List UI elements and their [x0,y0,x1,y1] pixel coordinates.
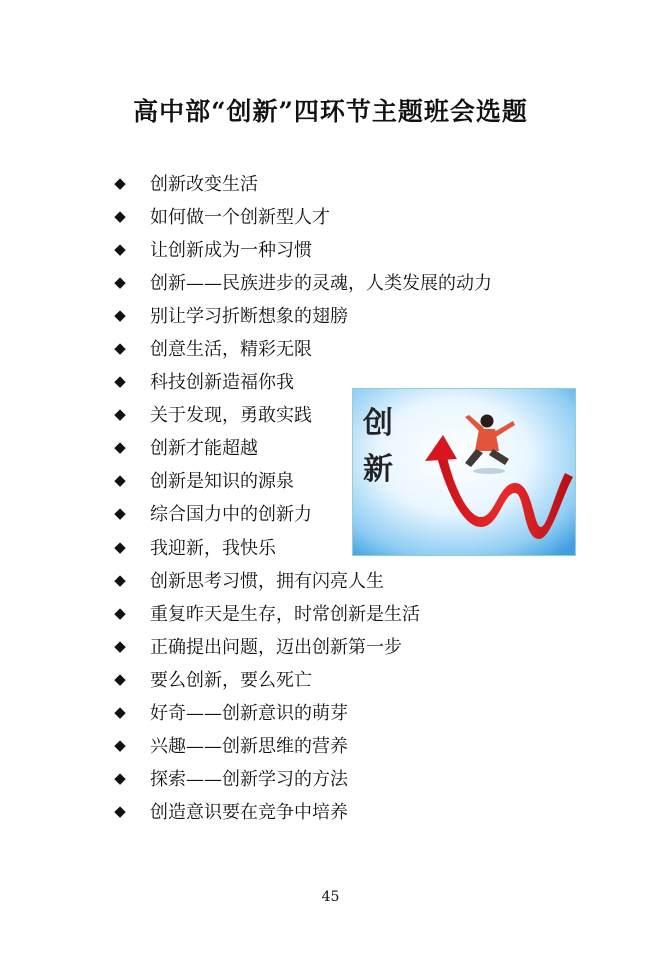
calligraphy-char-xin: 新 [363,452,393,487]
topic-text: 创意生活，精彩无限 [150,339,312,361]
diamond-bullet-icon: ◆ [114,570,126,589]
topic-text: 要么创新，要么死亡 [150,669,312,691]
list-item [112,232,492,265]
diamond-bullet-icon: ◆ [114,636,126,655]
diamond-bullet-icon: ◆ [114,603,126,622]
topic-text: 综合国力中的创新力 [150,504,312,526]
topic-text: 创新是知识的源泉 [150,471,294,493]
list-item [112,596,492,629]
topic-text: 关于发现，勇敢实践 [150,405,312,427]
diamond-bullet-icon: ◆ [114,173,126,192]
topic-text: 如何做一个创新型人才 [150,206,330,228]
diamond-bullet-icon: ◆ [114,471,126,490]
topic-text: 别让学习折断想象的翅膀 [150,305,348,327]
topic-text: 兴趣——创新思维的营养 [150,736,348,758]
list-item [112,795,492,828]
diamond-bullet-icon: ◆ [114,438,126,457]
topic-text: 探索——创新学习的方法 [150,769,348,791]
diamond-bullet-icon: ◆ [114,736,126,755]
topic-text: 创造意识要在竞争中培养 [150,802,348,824]
topic-text: 创新改变生活 [150,173,258,195]
list-item [112,331,492,364]
list-item [112,298,492,331]
topic-text: 好奇——创新意识的萌芽 [150,703,348,725]
diamond-bullet-icon: ◆ [114,703,126,722]
diamond-bullet-icon: ◆ [114,537,126,556]
diamond-bullet-icon: ◆ [114,802,126,821]
topic-text: 我迎新，我快乐 [150,537,276,559]
diamond-bullet-icon: ◆ [114,239,126,258]
list-item [112,762,492,795]
list-item [112,199,492,232]
topic-text: 正确提出问题，迈出创新第一步 [150,636,402,658]
list-item [112,696,492,729]
diamond-bullet-icon: ◆ [114,305,126,324]
diamond-bullet-icon: ◆ [114,339,126,358]
list-item [112,629,492,662]
topic-text: 创新——民族进步的灵魂，人类发展的动力 [150,272,492,294]
topic-text: 让创新成为一种习惯 [150,239,312,261]
topic-text: 科技创新造福你我 [150,372,294,394]
topic-text: 重复昨天是生存，时常创新是生活 [150,603,420,625]
diamond-bullet-icon: ◆ [114,206,126,225]
list-item [112,563,492,596]
page-number: 45 [321,889,340,905]
page-title: 高中部“创新”四环节主题班会选题 [133,97,528,126]
diamond-bullet-icon: ◆ [114,272,126,291]
topic-text: 创新思考习惯，拥有闪亮人生 [150,570,384,592]
diamond-bullet-icon: ◆ [114,372,126,391]
diamond-bullet-icon: ◆ [114,405,126,424]
diamond-bullet-icon: ◆ [114,769,126,788]
innovation-illustration-graphic [353,389,576,556]
list-item [112,166,492,199]
diamond-bullet-icon: ◆ [114,504,126,523]
topic-text: 创新才能超越 [150,438,258,460]
list-item [112,662,492,695]
list-item [112,265,492,298]
diamond-bullet-icon: ◆ [114,669,126,688]
list-item [112,729,492,762]
innovation-illustration [352,388,576,556]
calligraphy-char-chuang: 创 [363,406,393,441]
